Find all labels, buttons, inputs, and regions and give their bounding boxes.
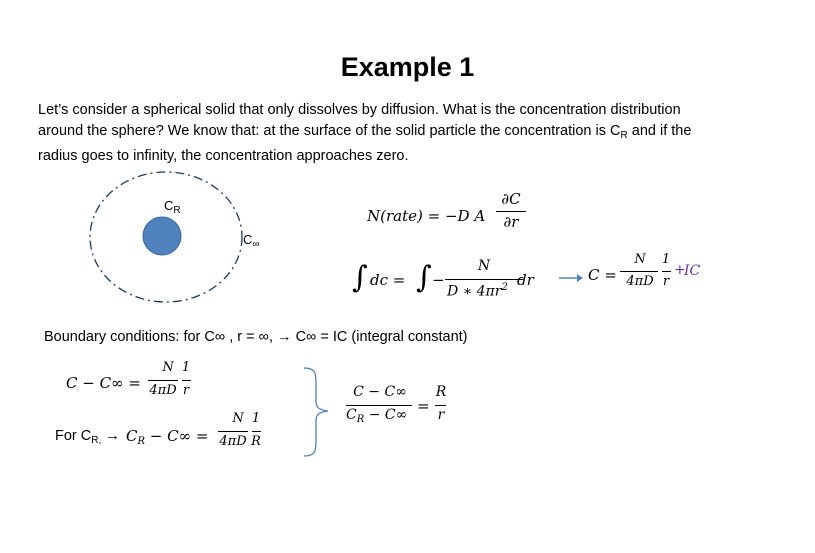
eq2-prefix-sub: R,: [91, 435, 102, 446]
sphere-label-cr-text: C: [164, 198, 174, 213]
solution-arrow-icon: [558, 272, 584, 284]
integral-sign-right: ∫: [416, 260, 432, 295]
eq2-denominator-2: R: [251, 434, 261, 449]
solution-denominator-1: 4πD: [626, 274, 654, 289]
sphere-label-cr: [164, 198, 181, 216]
solution-integral-constant: IC: [684, 263, 701, 279]
slide-title: Example 1: [340, 52, 475, 82]
result-equals: =: [417, 397, 430, 415]
rate-equation-numerator: ∂C: [501, 190, 521, 208]
statement-line-2-start: around the sphere? We know that: at the surface of the solid particle the concentration is C: [38, 123, 621, 139]
boundary-conditions: Boundary conditions: for C∞ , r = ∞, → C∞ = IC (integral constant): [44, 329, 468, 345]
rate-equation-denominator: ∂r: [503, 213, 519, 231]
combine-brace-icon: [300, 366, 332, 458]
eq2-arrow: →: [105, 427, 120, 444]
eq2-prefix-text: For C: [55, 428, 92, 444]
eq1-fraction-bar-1: [148, 380, 178, 381]
solution-fraction-bar-2: [662, 271, 671, 272]
statement-subscript-r: R: [620, 130, 628, 141]
eq2-fraction-bar-2: [252, 431, 261, 432]
sphere-diagram: [82, 168, 262, 310]
result-numerator: C − C∞: [353, 384, 407, 400]
solution-numerator-1: N: [634, 252, 646, 267]
eq2-denominator-1: 4πD: [219, 434, 247, 449]
eq2-lhs-c: C: [126, 427, 138, 445]
integral-fraction-bar: [445, 279, 523, 280]
result-r-denominator: r: [437, 407, 445, 423]
eq1-lhs: C − C∞ =: [66, 374, 141, 392]
solution-numerator-2: 1: [661, 252, 671, 267]
integral-numerator: N: [477, 258, 491, 274]
sphere-label-cinf: [243, 232, 260, 250]
result-denominator-sub: R: [356, 414, 365, 425]
integral-denominator-text: D ∗ 4πr: [447, 283, 502, 300]
eq2-lhs-sub: R: [137, 436, 146, 447]
eq2-lhs-rest: − C∞ =: [145, 427, 209, 445]
result-r-numerator: R: [435, 384, 447, 400]
integral-lhs: dc =: [370, 271, 406, 289]
result-denominator-c: C: [346, 407, 357, 423]
result-r-fraction-bar: [435, 405, 446, 406]
statement-line-2-end: and if the: [627, 123, 692, 139]
sphere-label-cinf-sub: ∞: [252, 239, 260, 250]
solution-denominator-2: r: [662, 274, 670, 289]
integral-denominator: [447, 282, 508, 300]
integral-minus: −: [432, 271, 445, 289]
statement-line-2: [38, 121, 778, 146]
statement-line-3: radius goes to infinity, the concentration approaches zero.: [38, 148, 409, 164]
result-denominator: [346, 407, 407, 425]
solution-lhs: C =: [588, 266, 617, 284]
eq2-lhs: [126, 427, 208, 447]
solid-sphere: [143, 217, 181, 255]
eq1-numerator-2: 1: [181, 360, 191, 375]
eq2-numerator-2: 1: [251, 411, 261, 426]
result-denominator-rest: − C∞: [364, 407, 408, 423]
integral-denominator-exponent: 2: [501, 282, 508, 293]
sphere-label-cinf-text: C: [243, 232, 253, 247]
statement-line-1: Let’s consider a spherical solid that only dissolves by diffusion. What is the concentration distribution: [38, 102, 681, 118]
problem-statement: [38, 100, 778, 167]
eq1-fraction-bar-2: [182, 380, 191, 381]
integral-dr: dr: [517, 271, 534, 289]
rate-fraction-bar: [496, 211, 526, 212]
eq1-denominator-1: 4πD: [149, 383, 177, 398]
sphere-label-cr-sub: R: [173, 205, 181, 216]
solution-plus: +: [674, 262, 686, 278]
solution-fraction-bar-1: [620, 271, 658, 272]
eq2-prefix: [55, 428, 101, 446]
result-fraction-bar: [346, 405, 412, 406]
rate-equation-lhs: N(rate) = −D A: [367, 207, 486, 225]
eq1-numerator-1: N: [162, 360, 174, 375]
eq1-denominator-2: r: [182, 383, 190, 398]
eq2-numerator-1: N: [232, 411, 244, 426]
integral-sign-left: ∫: [352, 260, 368, 295]
eq2-fraction-bar-1: [218, 431, 248, 432]
